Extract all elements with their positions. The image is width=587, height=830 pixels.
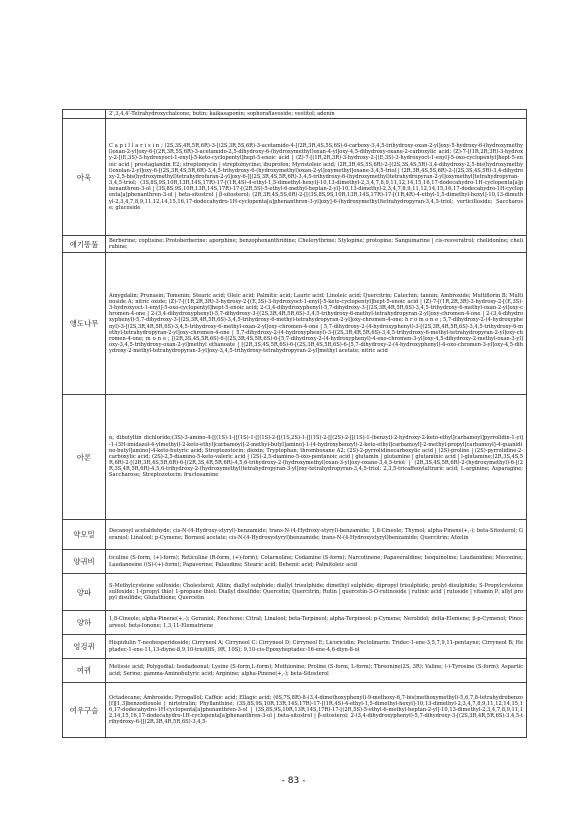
compound-list-cell <box>106 659 527 683</box>
table-row <box>63 520 527 550</box>
plant-name-cell: 앵도나무 <box>63 253 106 395</box>
compound-list-cell <box>106 110 527 119</box>
compound-list-text: 2',3,4,4'-Tetrahydroxychalcone; butin; kaikasaponin; sophoraflavoside; vestitol; adenin <box>109 110 335 117</box>
document-page <box>62 109 527 738</box>
compound-list-text: Berberine; coptisine; Protoberberine; aporphine; benzophenanthridine; Chelerythrine; Stylopine; protopine; Sanguinarine | cis-resveratrol; chelidonine; chelirubine; <box>109 237 523 250</box>
plant-name-cell <box>63 110 106 119</box>
compound-list-text: Hispidulin 7-neohesperidoside; Cirryneol A; Cirryneol C; Cirryneol D; Cirryneol E; Licoricidin; Pectolinarin; Tridec-1-ene-3,5,7,9,11-pentayne; Cirryneol B; Heptadec-1-ene-11,13-diyne-8,9,10-triol(8S, 9R, 10S); 9,10-cis-Epoxyheptadec-16-ene-4,6-diyn-8-ol <box>109 640 523 653</box>
compound-list-cell <box>106 574 527 611</box>
compound-list-cell <box>106 119 527 236</box>
table-row <box>63 395 527 520</box>
plant-name-cell: 엉겅퀴 <box>63 635 106 659</box>
table-row <box>63 659 527 683</box>
plant-name-cell: 약모밀 <box>63 520 106 550</box>
table-row <box>63 611 527 635</box>
compound-list-text: ticuline (S-form, (+)-form); Reticuline (R-form, (+)-form); Cotarnoline; Codamine (S-form); Narcotinene; Papaveraldine; Isoquinoline; Laudanidine; Meconine; Laudanosine ((S)-(+)-form); Papaverine; Palaudine; Stearic acid; Behenic acid; Palmitoleic acid <box>109 555 523 568</box>
compound-list-cell <box>106 236 527 253</box>
table-row <box>63 550 527 574</box>
table-row <box>63 110 527 119</box>
compound-list-text: Amygdalin; Prunasin; Tomenin; Stearic acid; Oleic acid; Palmitic acid; Lauric acid; Linoleic acid; Quercitrin; Catechin; tannin; Ambroxide; Multiflorin B; Multinoside A; nitric oxide; (Z)-7-[(1R,2R,3R)-3-hydroxy-2-[(E,3S)-3-hydroxyoct-1-enyl]-5-keto-cyclopentyl]hept-5-enoic acid | (Z)-7-[(1R,2R,3R)-3-hydroxy-2-[(E,3S)-3-hydroxyoct-1-enyl]-5-oxo-cyclopentyl]hept-5-enoic acid; 2-(3,4-dihydroxyphenyl)-5,7-dihydroxy-3-[(2S,3R,4R,5R,6S)-3,4,5-trihydroxy-6-methyl-oxan-2-yl]oxy-chromen-4-one | 2-(3,4-dihydroxyphenyl)-5,7-dihydroxy-3-[(2S,3R,4R,5R,6S)-3,4,5-trihydroxy-6-methyl-tetrahydropyran-2-yl]oxy-chromen-4-one | 2-(3,4-dihydroxyphenyl)-5,7-dihydroxy-3-[(2S,3R,4R,5R,6S)-3,4,5-trihydroxy-6-methyl-tetrahydropyran-2-yl]oxy-chromen-4-one; h r o m o n e ; 5,7-dihydroxy-2-(4-hydroxyphenyl)-3-[(2S,3R,4R,5R,6S)-3,4,5-trihydroxy-6-methyl-oxan-2-yl]oxy-chromen-4-one | 5,7-dihydroxy-2-(4-hydroxyphenyl)-3-[(2S,3R,4R,5R,6S)-3,4,5-trihydroxy-6-methyl-tetrahydropyran-2-yl]oxy-chromen-4-one | 5,7-dihydroxy-2-(4-hydroxyphenyl)-3-[(2S,3R,4R,5R,6S)-3,4,5-trihydroxy-6-methyl-tetrahydropyran-2-yl]oxy-chromen-4-one; m o n e ; [(2R,3S,4S,5R,6S)-6-[(2S,3R,4S,5R,6S)-6-[5,7-dihydroxy-2-(4-hydroxyphenyl)-4-oxo-chromen-3-yl]oxy-4,5-dihydroxy-2-methyl-oxan-3-yl]oxy-3,4,5-trihydroxy-oxan-2-yl]methyl ethanoate | [(2R,3S,4S,5R,6S)-6-[(2S,3R,4S,5R,6S)-6-[5,7-dihydroxy-2-(4-hydroxyphenyl)-4-oxo-chromen-3-yl]oxy-4,5-dihydroxy-2-methyl-tetrahydropyran-3-yl]oxy-3,4,5-trihydroxy-tetrahydropyran-2-yl]methyl acetate; nitric acid <box>109 292 523 355</box>
plant-name-cell: 양하 <box>63 611 106 635</box>
compound-list-cell <box>106 611 527 635</box>
table-row <box>63 574 527 611</box>
compound-list-cell <box>106 253 527 395</box>
compound-list-text: 1,8-Cineole; alpha-Pinene(+,-); Geraniol; Fenchone; Citral; Linalool; beta-Terpineol; alpha-Terpineol; p-Cymene; Nerolidol; delta-Elemene; β-p-Cymenol; Pinocarveol; beta-Ionone; 1,3,11-Elematriene <box>109 616 523 629</box>
plant-name-cell: 아욱 <box>63 119 106 236</box>
compound-list-text: C a p i l l a r i s i n ; (2S,3S,4R,5R,6R)-3-[(2S,3R,5S,6R)-3-acetamido-4-[(2R,3R,4S,5S,6S)-6-carboxy-3,4,5-trihydroxy-oxan-2-yl]oxy-5-hydroxy-6-(hydroxymethyl)oxan-2-yl]oxy-6-[(2R,3R,5S,6R)-3-acetamido-2,5-dihydroxy-6-(hydroxymethyl)oxan-4-yl]oxy-4,5-dihydroxy-oxane-2-carboxylic acid; (Z)-7-[(1R,2R,3R)-3-hydroxy-2-[(E,3S)-3-hydroxyoct-1-enyl]-5-keto-cyclopentyl]hept-5-enoic acid | (Z)-7-[(1R,2R,3R)-3-hydroxy-2-[(E,3S)-3-hydroxyoct-1-enyl]-5-oxo-cyclopentyl]hept-5-enoic acid | prostaglandin E2; streptomycin | streptomycine; ibuprofen; Myristoleic acid; (2R,3R,4S,5S,6R)-2-[(2S,3S,4S,5R)-3,4-dihydroxy-2,5-bis(hydroxymethyl)oxolan-2-yl]oxy-6-[(2S,3R,4S,5R,6R)-3,4,5-trihydroxy-6-(hydroxymethyl)oxan-2-yl]oxymethyl]oxane-3,4,5-triol | (2R,3R,4S,5S,6R)-2-[(2S,3S,4S,5R)-3,4-dihydroxy-2,5-bis(hydroxymethyl)tetrahydrofuran-2-yl]oxy-6-[[(2S,3R,4S,5R,6R)-3,4,5-trihydroxy-6-(hydroxymethyl)tetrahydropyran-2-yl]oxymethyl]tetrahydropyran-3,4,5-triol; (3S,8S,9S,10R,13R,14S,17R)-17-[(1R,4S)-4-ethyl-1,5-dimethyl-hexyl]-10,13-dimethyl-2,3,4,7,8,9,11,12,14,15,16,17-dodecahydro-1H-cyclopenta[a]phenanthren-3-ol | (3S,8S,9S,10R,13R,14S,17R)-17-[(2R,5S)-5-ethyl-6-methyl-heptan-2-yl]-10,13-dimethyl-2,3,4,7,8,9,11,12,14,15,16,17-dodecahydro-1H-cyclopenta[a]phenanthren-3-ol | beta-sitostrol | β-sitosterol; (2R,3R,4S,5S,6R)-2-[[(3S,8S,9S,10R,13R,14S,17R)-17-[(1R,4R)-4-ethyl-1,5-dimethyl-hexyl]-10,13-dimethyl-2,3,4,7,8,9,11,12,14,15,16,17-dodecahydro-1H-cyclopenta[a]phenanthren-3-yl]oxy]-6-(hydroxymethyl)tetrahydropyran-3,4,5-triol; verticilloside; Saccharose; glucoside <box>109 143 523 211</box>
compound-list-text: Octadecane; Ambroside; Pyrogallol; Caffeic acid; Ellagic acid; (6S,7S,8R)-8-(3,4-dimethoxyphenyl)-9-methoxy-6,7-bis(methoxymethyl)-5,6,7,8-tetrahydrobenzo[f][1,3]benzodioxole | nirtetralin; Phyllanthine; (3S,8S,9S,10R,13R,14S,17R)-17-[(1R,4S)-4-ethyl-1,5-dimethyl-hexyl]-10,13-dimethyl-2,3,4,7,8,9,11,12,14,15,16,17-dodecahydro-1H-cyclopenta[a]phenanthren-3-ol | (3S,8S,9S,10R,13R,14S,17R)-17-[(2R,5S)-5-ethyl-6-methyl-heptan-2-yl]-10,13-dimethyl-2,3,4,7,8,9,11,12,14,15,16,17-dodecahydro-1H-cyclopenta[a]phenanthren-3-ol | beta-sitostrol | β-sitosterol; 2-(3,4-dihydroxyphenyl)-5,7-dihydroxy-3-[(2S,3R,4R,5R,6S)-3,4,5-trihydroxy-6-[[(2R,3R,4R,5R,6S)-3,4,5- <box>109 694 523 726</box>
plant-name-cell: 양귀비 <box>63 550 106 574</box>
compound-list-text: Melissic acid; Polygodial; Isodadeonal; Lysine (S-form,L-form); Methionine; Proline (S-form, L-form); Threonine(2S, 3R); Valine; (-)-Tyrosine (S-form); Aspartic acid; Serine; gamma-Aminobutyric acid; Arginine; alpha-Pinene(+,-); beta-Sitosterol <box>109 664 523 677</box>
plant-name-cell: 여우구슬 <box>63 683 106 738</box>
compound-list-text: S-Methylcysteine sulfoxide; Cholesterol; Alliin; diallyl sulphide; diallyl trisulphide; dimethyl sulphide; dipropyl trisulphide; prolyl disulphide; S-Propylcysteine sulfoxide; 1-(propyl thio) 1-propane thiol; Diallyl disulfide; Quercetin; Quercitrin; Rutin | quercetin-3-O-rutinoside | rutinic acid | rutoside | vitamin P; allyl propyl disulfide; Glutathione; Quercetin <box>109 582 523 602</box>
table-row <box>63 236 527 253</box>
plant-name-cell: 애기똥풀 <box>63 236 106 253</box>
plant-compound-table <box>62 109 527 738</box>
plant-name-cell: 여뀌 <box>63 659 106 683</box>
plant-name-cell: 아론 <box>63 395 106 520</box>
plant-name-cell: 양파 <box>63 574 106 611</box>
table-row <box>63 635 527 659</box>
compound-list-cell <box>106 520 527 550</box>
compound-list-cell <box>106 395 527 520</box>
table-row <box>63 683 527 738</box>
compound-list-cell <box>106 635 527 659</box>
compound-list-text: Decanoyl acetaldehyde; cis-N-(4-Hydroxy-styryl)-benzamide; trans-N-(4-Hydroxy-styryl)-benzamide; 1,8-Cineole; Thymol; alpha-Pinene(+,-); beta-Sitosterol; Geraniol; Linalool; p-Cymene; Borneol acetate; cis-N-(4-Hydroxystyryl)benzamide; trans-N-(4-Hydroxystyryl)benzamide; Quercitrin; Afzelin <box>109 528 523 541</box>
table-body <box>63 110 527 738</box>
table-row <box>63 253 527 395</box>
compound-list-cell <box>106 683 527 738</box>
table-row <box>63 119 527 236</box>
compound-list-cell <box>106 550 527 574</box>
compound-list-text: n; dibutyltin dichloride;(3S)-3-amino-4-[[(1S)-1-[[(1S)-1-[[(1S)-2-[[(1S,2S)-1-[[(1S)-2-[[(2S)-2-[[(1S)-1-(benzyl)-2-hydroxy-2-keto-ethyl]carbamoyl]pyrrolidin-1-yl]-1-(3H-imidazol-4-ylmethyl)-2-keto-ethyl]carbamoyl]-2-methyl-butyl]amino]-1-(4-hydroxybenzyl)-2-keto-ethyl]carbamoyl]-2-methyl-propyl]carbamoyl]-4-guanidino-butyl]amino]-4-keto-butyric acid; Streptozotocin; dioxin; Tryptophan; thromboxane A2; (2S)-2-pyrrolidinecarboxylic acid | (2S)-proline | (2S)-pyrrolidine-2-carboxylic acid; (2S)-2,5-diamino-5-keto-valeric acid | (2S)-2,5-diamino-5-oxo-pentanoic acid | glutamin | glutamine | glutaminic acid | l-glutamine;(2R,3S,4S,5R,6R)-2-[(2R,3R,4S,5R,6R)-6-[(2R,3S,4R,5R,6R)-4,5,6-trihydroxy-2-(hydroxymethyl)oxan-3-yl]oxy-oxane-3,4,5-triol | (2R,3S,4S,5R,6R)-2-(hydroxymethyl)-6-[(2R,3S,4R,5R,6R)-4,5,6-trihydroxy-2-(hydroxymethyl)tetrahydropyran-3-yl]oxy-tetrahydropyran-3,4,5-triol; 2,3,5-tricaffeoylaltraric acid; L-arginine; Asparagine; Saccharose; Streptozotocin; fructosamine <box>109 435 523 479</box>
page-number: - 83 - <box>281 776 306 786</box>
